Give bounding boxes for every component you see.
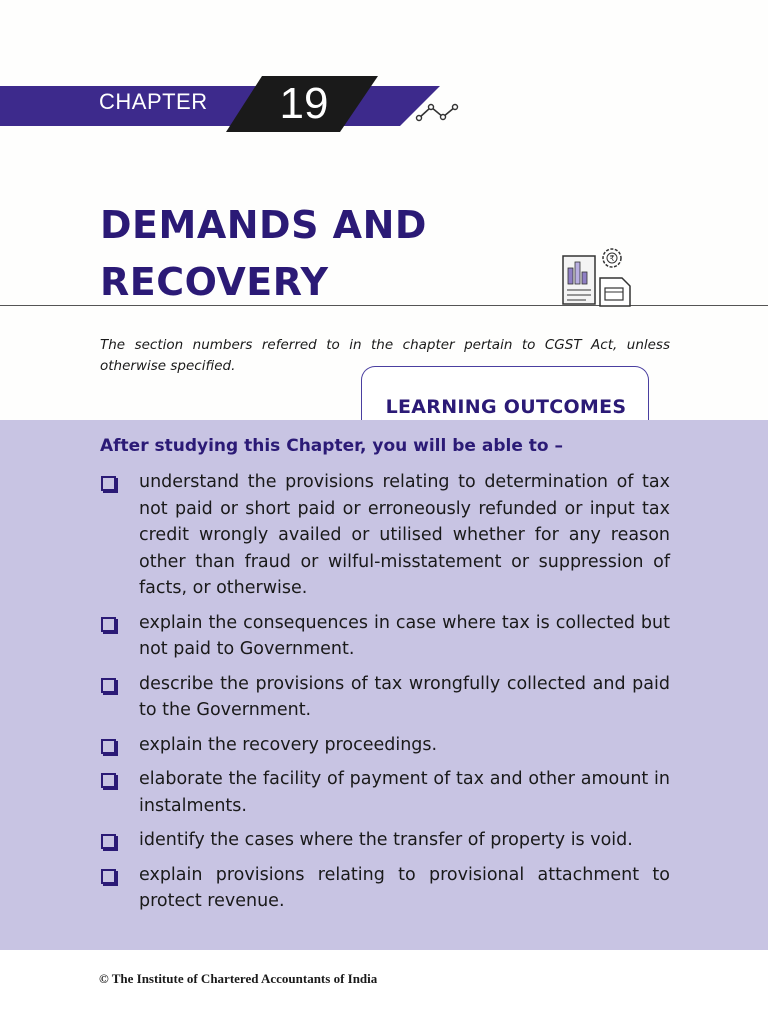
list-item: [100, 671, 670, 724]
list-item: [100, 827, 670, 854]
learning-outcomes-intro: After studying this Chapter, you will be able to –: [100, 436, 564, 456]
outcome-text: explain the recovery proceedings.: [139, 734, 438, 755]
list-item: [100, 610, 670, 663]
list-item: [100, 469, 670, 602]
hollow-square-bullet-icon: [101, 739, 116, 754]
learning-outcomes-list: [100, 469, 670, 923]
list-item: [100, 766, 670, 819]
title-divider: [0, 305, 768, 306]
hollow-square-bullet-icon: [101, 834, 116, 849]
list-item: [100, 732, 670, 759]
hollow-square-bullet-icon: [101, 476, 116, 491]
chapter-banner: [0, 74, 460, 134]
chapter-label: CHAPTER: [99, 89, 208, 114]
outcome-text: explain provisions relating to provisional attachment to protect revenue.: [139, 864, 670, 911]
outcome-text: identify the cases where the transfer of property is void.: [139, 830, 633, 850]
outcome-text: explain the consequences in case where tax is collected but not paid to Government.: [139, 612, 670, 659]
hollow-square-bullet-icon: [101, 617, 116, 632]
copyright-footer: © The Institute of Chartered Accountants of India: [99, 971, 378, 986]
hollow-square-bullet-icon: [101, 773, 116, 788]
outcome-text: describe the provisions of tax wrongfully collected and paid to the Government.: [139, 673, 670, 720]
chapter-title: [100, 197, 427, 311]
learning-outcomes-heading: LEARNING OUTCOMES: [385, 396, 627, 418]
hollow-square-bullet-icon: [101, 678, 116, 693]
chapter-number: 19: [279, 79, 329, 128]
chapter-title-line-2: RECOVERY: [100, 260, 329, 304]
list-item: [100, 862, 670, 915]
outcome-text: understand the provisions relating to determination of tax not paid or short paid or erroneously refunded or input tax credit wrongly availed or utilised whether for any reason other than fraud or wilful-misstatement or suppression of facts, or otherwise.: [139, 472, 670, 598]
trend-line-icon: [414, 100, 462, 124]
outcome-text: elaborate the facility of payment of tax and other amount in instalments.: [139, 769, 670, 816]
svg-text:₹: ₹: [609, 254, 615, 263]
hollow-square-bullet-icon: [101, 869, 116, 884]
footer-background: [0, 950, 768, 1024]
section-reference-note: The section numbers referred to in the chapter pertain to CGST Act, unless otherwise specified.: [100, 337, 670, 374]
report-document-icon: [560, 242, 634, 308]
chapter-title-line-1: DEMANDS AND: [100, 203, 427, 247]
